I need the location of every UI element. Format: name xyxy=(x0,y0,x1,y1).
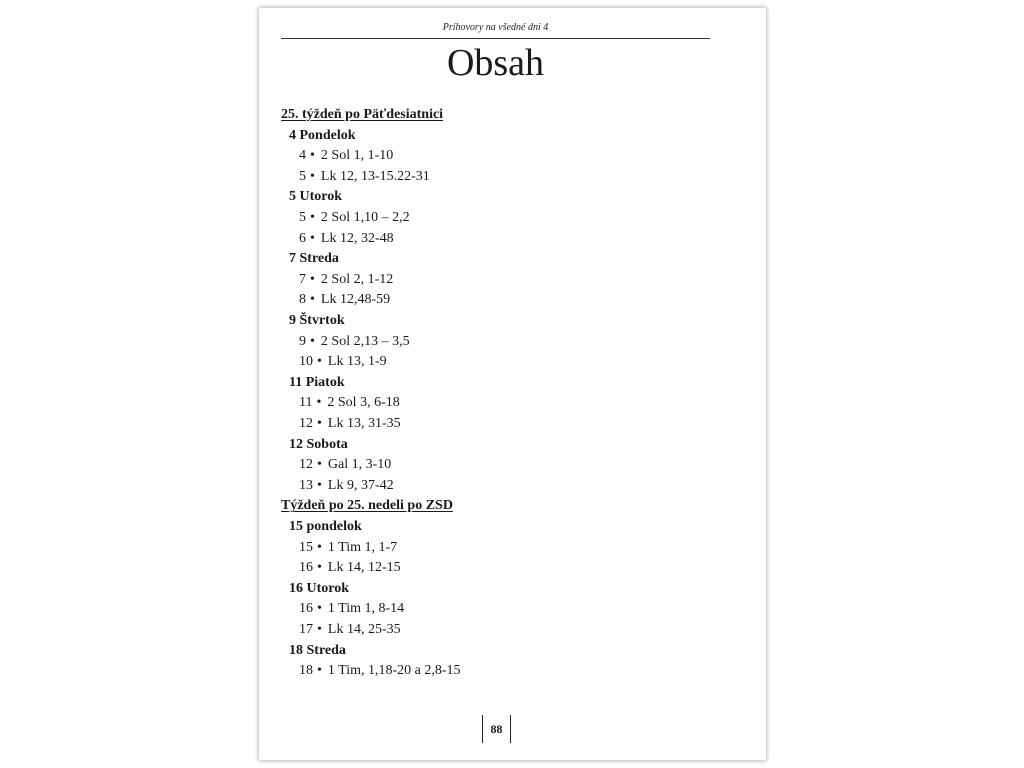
toc-reference: Lk 14, 12-15 xyxy=(327,560,401,576)
toc-day-heading: 9 Štvrtok xyxy=(289,313,345,328)
page-number: 88 xyxy=(482,715,511,743)
bullet-icon: • xyxy=(317,622,322,637)
toc-entry xyxy=(299,456,391,474)
toc-reference: Lk 12, 32-48 xyxy=(320,230,394,246)
toc-entry xyxy=(299,333,410,351)
document-page xyxy=(259,8,766,760)
toc-reference: 1 Tim 1, 1-7 xyxy=(327,539,398,555)
toc-entry xyxy=(299,415,401,433)
toc-reference: Lk 9, 37-42 xyxy=(327,477,394,493)
bullet-icon: • xyxy=(317,539,322,555)
toc-entry xyxy=(299,271,393,289)
toc-page-number: 15 xyxy=(299,539,313,555)
toc-entry xyxy=(299,662,461,680)
toc-page-number: 7 xyxy=(299,271,306,287)
bullet-icon: • xyxy=(310,210,315,225)
toc-reference: 2 Sol 3, 6-18 xyxy=(327,395,400,411)
toc-entry xyxy=(299,168,430,186)
toc-day-heading: 16 Utorok xyxy=(289,580,350,596)
toc-page-number: 18 xyxy=(299,663,313,679)
bullet-icon: • xyxy=(317,560,322,576)
toc-reference: 1 Tim, 1,18-20 a 2,8-15 xyxy=(327,663,461,679)
toc-page-number: 17 xyxy=(299,622,313,637)
toc-reference: Lk 12,48-59 xyxy=(320,292,391,308)
toc-entry xyxy=(299,209,410,227)
toc-reference: 2 Sol 1, 1-10 xyxy=(320,148,394,164)
toc-page-number: 9 xyxy=(299,333,306,349)
toc-day-heading: 15 pondelok xyxy=(289,519,362,534)
bullet-icon: • xyxy=(317,477,322,493)
page-title: Obsah xyxy=(446,42,545,84)
toc-page-number: 16 xyxy=(299,601,313,617)
bullet-icon: • xyxy=(317,457,322,473)
toc-reference: Gal 1, 3-10 xyxy=(327,457,392,473)
bullet-icon: • xyxy=(310,148,315,164)
toc-page-number: 5 xyxy=(299,168,306,184)
toc-day-heading: 4 Pondelok xyxy=(289,127,356,143)
toc-page-number: 11 xyxy=(299,395,313,411)
toc-day-heading: 11 Piatok xyxy=(289,374,345,390)
toc-page-number: 4 xyxy=(299,148,306,164)
toc-page-number: 6 xyxy=(299,230,306,246)
bullet-icon: • xyxy=(310,292,315,308)
toc-entry xyxy=(299,477,394,495)
toc-section-heading: 25. týždeň po Päťdesiatnici xyxy=(281,107,444,122)
toc-reference: Lk 12, 13-15.22-31 xyxy=(320,168,430,184)
toc-page-number: 13 xyxy=(299,477,313,493)
toc-day-heading: 7 Streda xyxy=(289,251,339,267)
toc-reference: Lk 13, 1-9 xyxy=(327,354,387,370)
toc-entry xyxy=(299,600,404,618)
bullet-icon: • xyxy=(317,416,322,431)
bullet-icon: • xyxy=(317,601,322,617)
toc-page-number: 5 xyxy=(299,210,306,225)
bullet-icon: • xyxy=(317,663,322,679)
toc-day-heading: 5 Utorok xyxy=(289,189,343,205)
bullet-icon: • xyxy=(310,168,315,184)
toc-reference: 2 Sol 2,13 – 3,5 xyxy=(320,333,410,349)
toc-entry xyxy=(299,539,397,557)
toc-entry xyxy=(299,559,401,577)
toc-entry xyxy=(299,621,401,639)
toc-entry xyxy=(299,147,393,165)
toc-page-number: 16 xyxy=(299,560,313,576)
toc-entry xyxy=(299,394,400,412)
toc-reference: Lk 14, 25-35 xyxy=(327,622,401,637)
bullet-icon: • xyxy=(317,354,322,370)
header-rule xyxy=(281,38,710,39)
toc-reference: 1 Tim 1, 8-14 xyxy=(327,601,405,617)
toc-entry xyxy=(299,230,394,248)
toc-page-number: 12 xyxy=(299,457,313,473)
toc-reference: 2 Sol 1,10 – 2,2 xyxy=(320,210,410,225)
toc-reference: Lk 13, 31-35 xyxy=(327,416,401,431)
bullet-icon: • xyxy=(310,230,315,246)
toc-page-number: 8 xyxy=(299,292,306,308)
toc-entry xyxy=(299,291,390,309)
toc-reference: 2 Sol 2, 1-12 xyxy=(320,271,394,287)
toc-page-number: 10 xyxy=(299,354,313,370)
running-header: Príhovory na všedné dni 4 xyxy=(442,22,549,33)
bullet-icon: • xyxy=(310,271,315,287)
bullet-icon: • xyxy=(316,395,322,411)
toc-entry xyxy=(299,353,387,371)
toc-day-heading: 12 Sobota xyxy=(289,436,348,452)
toc-page-number: 12 xyxy=(299,416,313,431)
bullet-icon: • xyxy=(310,333,315,349)
toc-section-heading: Týždeň po 25. nedeli po ZSD xyxy=(281,498,453,514)
toc-day-heading: 18 Streda xyxy=(289,642,346,658)
